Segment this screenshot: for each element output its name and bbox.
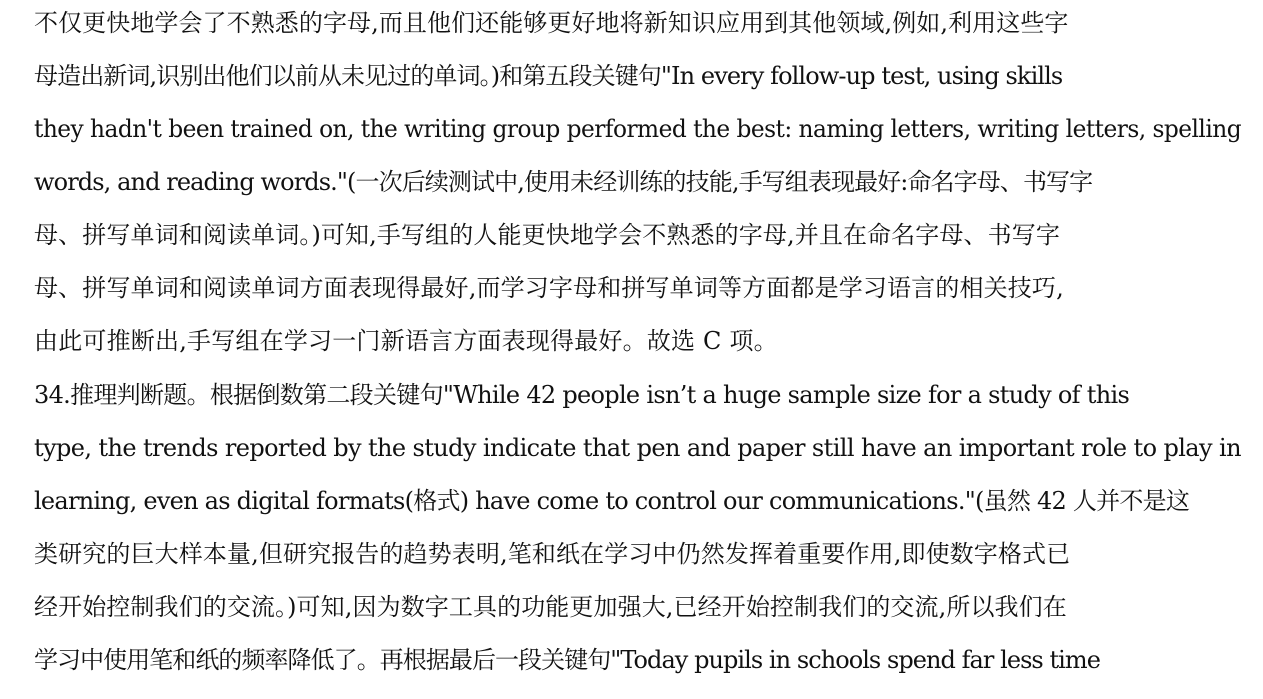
text-line: 母、拼写单词和阅读单词方面表现得最好,而学习字母和拼写单词等方面都是学习语言的相关技巧, (34, 274, 1064, 302)
text-line: 经开始控制我们的交流。)可知,因为数字工具的功能更加强大,已经开始控制我们的交流,所以我们在 (34, 593, 1067, 621)
text-line: words, and reading words."(一次后续测试中,使用未经训练的技能,手写组表现最好:命名字母、书写字 (34, 168, 1093, 196)
text-line: 由此可推断出,手写组在学习一门新语言方面表现得最好。故选 C 项。 (34, 327, 778, 355)
text-line: 母造出新词,识别出他们以前从未见过的单词。)和第五段关键句"In every follow-up test, using skills (34, 62, 1063, 90)
text-line: they hadn't been trained on, the writing group performed the best: naming letters, writing letters, spelling (34, 115, 1242, 143)
text-line: learning, even as digital formats(格式) have come to control our communications."(虽然 42 人并不是这 (34, 487, 1190, 515)
text-line: 不仅更快地学会了不熟悉的字母,而且他们还能够更好地将新知识应用到其他领域,例如,利用这些字 (34, 9, 1069, 37)
text-line: 类研究的巨大样本量,但研究报告的趋势表明,笔和纸在学习中仍然发挥着重要作用,即使数字格式已 (34, 540, 1071, 568)
question-34-line: 34.推理判断题。根据倒数第二段关键句"While 42 people isn’t a huge sample size for a study of this (34, 381, 1130, 409)
text-line: 母、拼写单词和阅读单词。)可知,手写组的人能更快地学会不熟悉的字母,并且在命名字母、书写字 (34, 221, 1061, 249)
text-line: type, the trends reported by the study indicate that pen and paper still have an important role to play in (34, 434, 1241, 462)
text-line: 学习中使用笔和纸的频率降低了。再根据最后一段关键句"Today pupils in schools spend far less time (34, 646, 1100, 674)
